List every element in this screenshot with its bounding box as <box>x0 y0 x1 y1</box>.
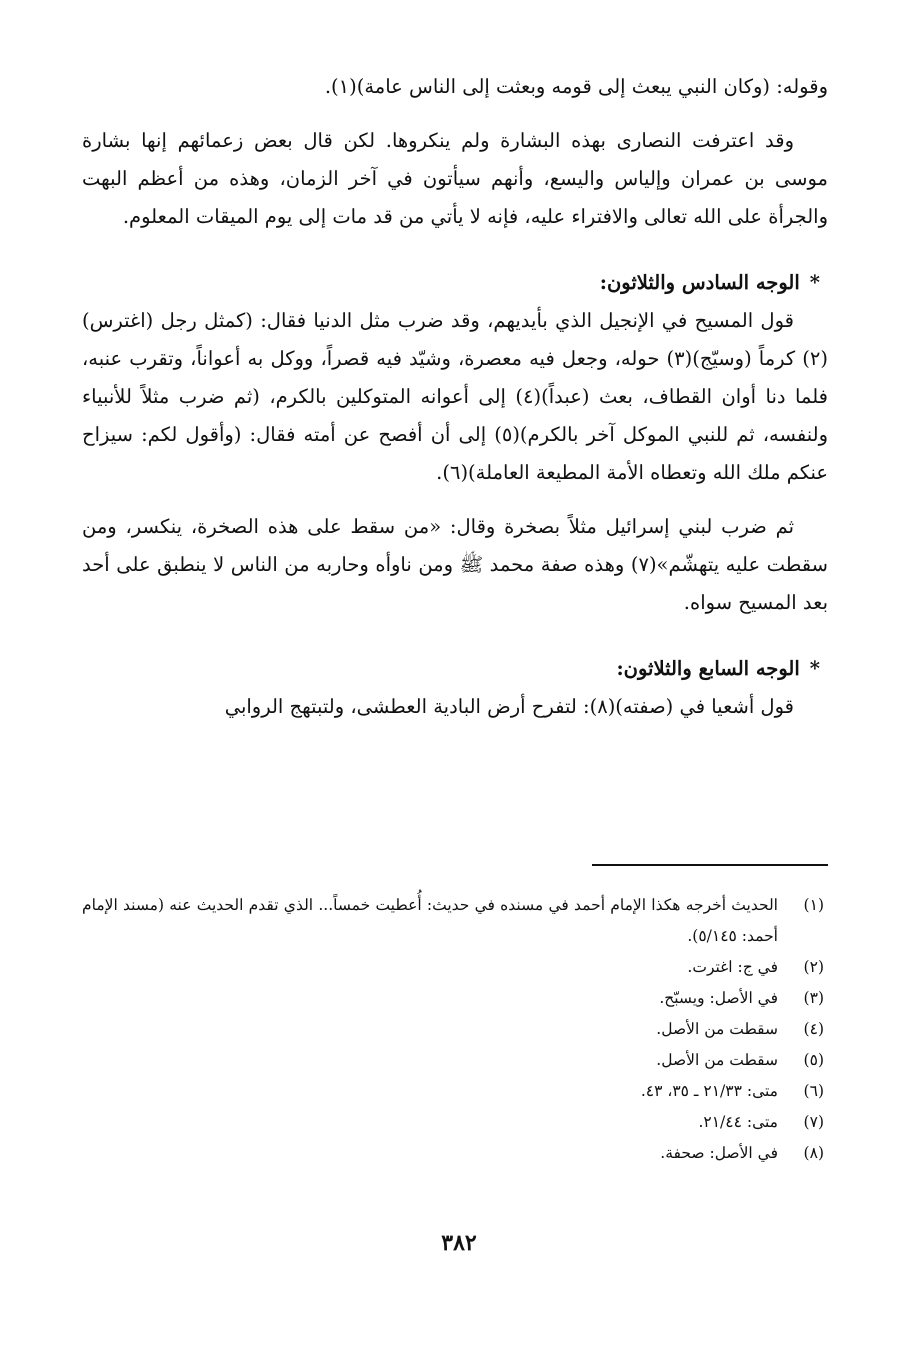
footnote-text: في الأصل: صحفة. <box>660 1144 778 1162</box>
footnote-text: في الأصل: ويسبّح. <box>659 989 778 1007</box>
asterisk-marker: * <box>809 271 820 294</box>
footnote-divider <box>592 864 828 866</box>
footnote-number: (٣) <box>803 989 824 1007</box>
paragraph-isaiah: قول أشعيا في (صفته)(٨): لتفرح أرض البادية العطشى، ولتبتهج الروابي <box>224 695 794 718</box>
section-heading-36-label: الوجه السادس والثلاثون: <box>599 271 800 294</box>
footnote-text: متى: ٢١/٤٤. <box>698 1113 778 1131</box>
asterisk-marker: * <box>809 657 820 680</box>
section-heading-36 <box>82 264 828 302</box>
footnote-4 <box>82 1014 824 1045</box>
footnote-6 <box>82 1076 824 1107</box>
paragraph-vineyard-parable: قول المسيح في الإنجيل الذي بأيديهم، وقد ضرب مثل الدنيا فقال: (كمثل رجل (اغترس)(٢) كرماً (وسيّج)(٣) حوله، وجعل فيه معصرة، وشيّد فيه قصراً، ووكل به أعواناً، وتقرب عنبه، فلما دنا أوان القطاف، بعث (عبداً)(٤) إلى أعوانه المتوكلين بالكرم، (ثم ضرب مثلاً للأنبياء ولنفسه، ثم للنبي الموكل آخر بالكرم)(٥) إلى أن أفصح عن أمته فقال: (وأقول لكم: سيزاح عنكم ملك الله وتعطاه الأمة المطيعة العاملة)(٦). <box>82 309 829 484</box>
main-text <box>82 68 828 726</box>
footnote-text: الحديث أخرجه هكذا الإمام أحمد في مسنده في حديث: أُعطيت خمساً... الذي تقدم الحديث عنه (مسند الإمام أحمد: ٥/١٤٥). <box>82 896 778 945</box>
footnote-number: (٧) <box>803 1113 824 1131</box>
paragraph-christian-acknowledgement: وقد اعترفت النصارى بهذه البشارة ولم ينكروها. لكن قال بعض زعمائهم إنها بشارة موسى بن عمران وإلياس واليسع، وأنهم سيأتون في آخر الزمان، وهذه من أعظم البهت والجرأة على الله تعالى والافتراء عليه، فإنه لا يأتي من قد مات إلى يوم الميقات المعلوم. <box>82 129 828 228</box>
footnote-text: في ج: اغترت. <box>687 958 778 976</box>
footnote-5 <box>82 1045 824 1076</box>
footnote-text: سقطت من الأصل. <box>656 1020 778 1038</box>
paragraph-rock-parable: ثم ضرب لبني إسرائيل مثلاً بصخرة وقال: «من سقط على هذه الصخرة، ينكسر، ومن سقطت عليه يتهشّم»(٧) وهذه صفة محمد ﷺ ومن ناوأه وحاربه من الناس لا ينطبق على أحد بعد المسيح سواه. <box>82 515 828 614</box>
page-number: ٣٨٢ <box>441 1230 477 1256</box>
footnote-8 <box>82 1138 824 1169</box>
footnote-number: (٤) <box>803 1020 824 1038</box>
footnote-number: (٦) <box>803 1082 824 1100</box>
footnote-number: (٢) <box>803 958 824 976</box>
footnote-number: (١) <box>803 896 824 914</box>
footnote-2 <box>82 952 824 983</box>
footnote-7 <box>82 1107 824 1138</box>
paragraph-quote-intro: وقوله: (وكان النبي يبعث إلى قومه وبعثت إلى الناس عامة)(١). <box>324 75 828 98</box>
section-heading-37-label: الوجه السابع والثلاثون: <box>616 657 800 680</box>
footnote-3 <box>82 983 824 1014</box>
footnote-text: سقطت من الأصل. <box>656 1051 778 1069</box>
footnote-1 <box>82 890 824 952</box>
footnotes-list <box>82 890 824 1169</box>
footnote-text: متى: ٢١/٣٣ ـ ٣٥، ٤٣. <box>640 1082 778 1100</box>
section-heading-37 <box>82 650 828 688</box>
footnote-number: (٨) <box>803 1144 824 1162</box>
footnote-number: (٥) <box>803 1051 824 1069</box>
